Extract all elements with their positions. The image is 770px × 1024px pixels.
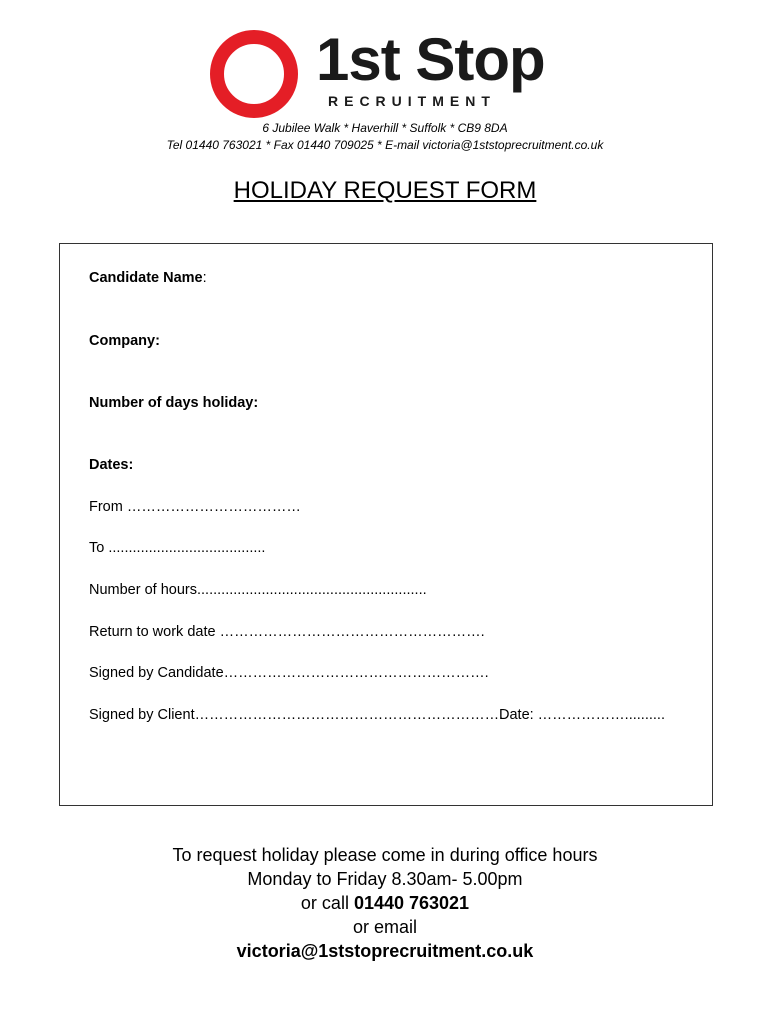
page-title: HOLIDAY REQUEST FORM [233,177,537,204]
number-of-hours-field[interactable]: Number of hours......................................................... [89,582,427,598]
footer-line-2: Monday to Friday 8.30am- 5.00pm [247,869,523,889]
from-date-field[interactable]: From ……………………………… [89,499,301,515]
company-contact: Tel 01440 763021 * Fax 01440 709025 * E-mail victoria@1ststoprecruitment.co.uk [166,138,604,152]
footer-call-prefix: or call [300,893,354,913]
client-signature-field[interactable]: Signed by Client………………………………………………………. [89,707,504,723]
logo-brand-name: 1st Stop [316,26,545,93]
return-to-work-field[interactable]: Return to work date ………………………………………………. [89,624,485,640]
logo-ring-icon [210,30,298,118]
days-holiday-field[interactable]: Number of days holiday: [89,395,259,411]
logo-tagline: RECRUITMENT [328,93,496,109]
dates-label: Dates: [89,457,134,473]
footer-email-link[interactable]: victoria@1ststoprecruitment.co.uk [236,941,534,961]
company-address: 6 Jubilee Walk * Haverhill * Suffolk * CB9 8DA [262,121,508,135]
footer-phone[interactable]: 01440 763021 [353,893,470,913]
company-field[interactable]: Company: [89,333,160,349]
to-date-field[interactable]: To ....................................... [89,540,266,556]
candidate-name-field[interactable] [89,270,207,286]
footer-line-4: or email [352,917,418,937]
candidate-signature-field[interactable]: Signed by Candidate………………………………………………. [89,665,489,681]
client-date-field[interactable]: Date: ……………….......... [499,707,665,723]
footer-line-1: To request holiday please come in during office hours [172,845,598,865]
footer-instructions [0,843,770,963]
footer-line-3 [0,891,770,915]
holiday-form [59,243,713,806]
candidate-name-colon: : [202,270,207,286]
candidate-name-label: Candidate Name [89,270,203,286]
company-logo [210,26,570,116]
